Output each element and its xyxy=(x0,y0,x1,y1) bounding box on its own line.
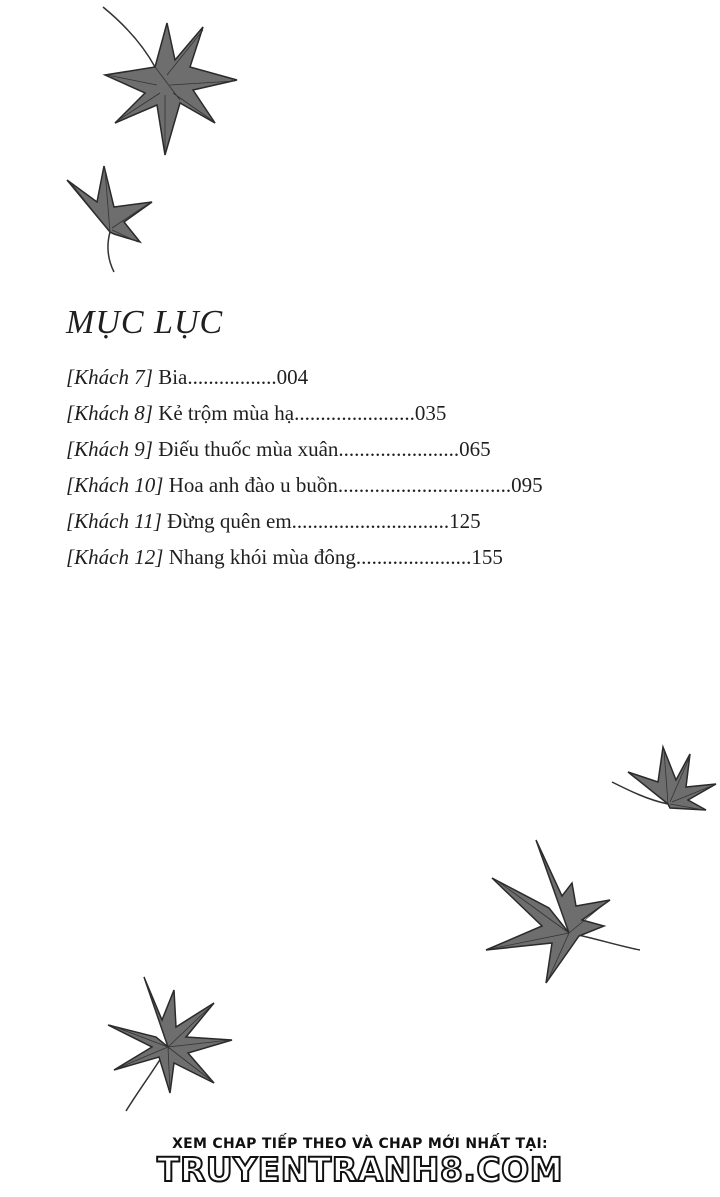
toc-entry xyxy=(66,542,543,578)
toc-entry-leader: .............................. xyxy=(291,509,450,533)
toc-entry-title: Điếu thuốc mùa xuân xyxy=(158,437,339,461)
toc-entry-leader: ................................. xyxy=(337,473,512,497)
toc-entry-page: 065 xyxy=(459,437,491,461)
toc-entry-chapter: [Khách 12] xyxy=(66,545,164,569)
toc-list xyxy=(66,362,543,578)
toc-entry-title: Nhang khói mùa đông xyxy=(168,545,356,569)
toc-entry-page: 004 xyxy=(276,365,309,389)
toc-entry-leader: ................. xyxy=(187,365,277,389)
toc-entry-title: Bia xyxy=(158,365,188,389)
toc-title: MỤC LỤC xyxy=(66,304,224,341)
maple-leaf-icon xyxy=(95,5,245,160)
maple-leaf-icon xyxy=(104,975,236,1115)
toc-entry-chapter: [Khách 11] xyxy=(66,509,162,533)
maple-leaf-icon xyxy=(484,838,644,988)
toc-entry-page: 035 xyxy=(414,401,447,425)
toc-entry-leader: ....................... xyxy=(338,437,460,461)
toc-entry-chapter: [Khách 8] xyxy=(66,401,153,425)
toc-entry xyxy=(66,470,543,506)
maple-leaf-icon xyxy=(62,162,162,274)
toc-entry xyxy=(66,434,543,470)
toc-entry-title: Hoa anh đào u buồn xyxy=(168,473,338,497)
maple-leaf-icon xyxy=(608,742,720,814)
footer-site-name: TRUYENTRANH8.COM xyxy=(156,1150,564,1189)
footer-notice: XEM CHAP TIẾP THEO VÀ CHAP MỚI NHẤT TẠI: xyxy=(172,1136,548,1152)
toc-entry-title: Đừng quên em xyxy=(167,509,292,533)
toc-entry xyxy=(66,362,543,398)
toc-entry xyxy=(66,506,543,542)
toc-entry-leader: ....................... xyxy=(294,401,415,425)
toc-entry-chapter: [Khách 7] xyxy=(66,365,153,389)
toc-entry-chapter: [Khách 10] xyxy=(66,473,164,497)
toc-entry-page: 125 xyxy=(449,509,481,533)
toc-entry xyxy=(66,398,543,434)
toc-entry-title: Kẻ trộm mùa hạ xyxy=(158,401,295,425)
toc-entry-page: 155 xyxy=(471,545,503,569)
toc-entry-page: 095 xyxy=(511,473,543,497)
toc-entry-leader: ...................... xyxy=(355,545,472,569)
toc-entry-chapter: [Khách 9] xyxy=(66,437,153,461)
